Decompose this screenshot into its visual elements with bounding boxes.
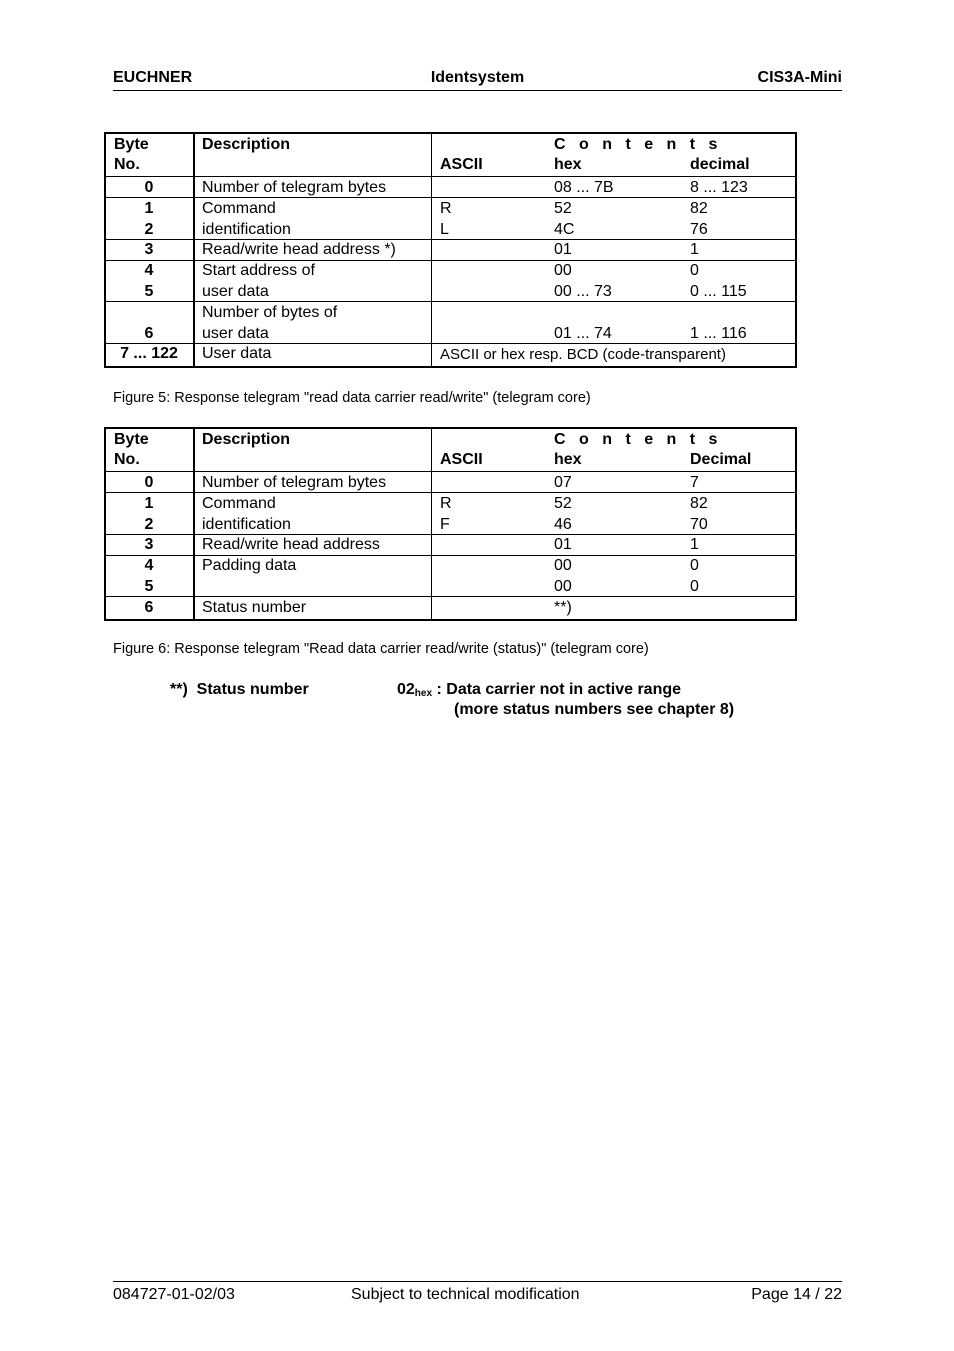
table-row [106,598,795,617]
cell-byte-no: 1 [144,494,154,512]
header-description: Description [202,431,291,448]
cell-byte-no: 6 [144,598,154,616]
header-hex: hex [554,451,582,468]
table-row [106,303,795,344]
status-code-sub: hex [414,688,433,699]
cell-description: Padding data [202,557,297,574]
cell-byte-no: 4 [144,262,154,279]
cell-byte-no: 1 [144,199,154,217]
table-header-row [106,429,795,472]
cell-byte-no: 5 [144,283,154,300]
table-read-status-response [104,427,797,621]
header-no: No. [114,156,140,173]
cell-hex: 07 [554,473,572,491]
status-description: : Data carrier not in active range [436,681,682,698]
header-no: No. [114,451,140,468]
cell-hex: 01 ... 74 [554,324,612,342]
footer-page-number: Page 14 / 22 [751,1286,842,1303]
cell-description: Command [202,494,276,512]
cell-hex: 08 ... 7B [554,178,614,196]
table-row [106,178,795,199]
cell-description: Status number [202,598,307,616]
cell-ascii: F [440,515,450,533]
cell-description: identification [202,220,291,238]
header-description: Description [202,136,291,153]
cell-hex: 00 [554,578,572,595]
table-row [106,261,795,302]
table-header-row [106,134,795,177]
header-byte: Byte [114,431,149,448]
cell-decimal: 82 [690,494,708,512]
cell-decimal: 0 ... 115 [690,283,747,300]
cell-hex: 01 [554,536,572,553]
header-decimal: Decimal [690,451,752,468]
header-byte: Byte [114,136,149,153]
table-read-data-response [104,132,797,368]
footer-doc-number: 084727-01-02/03 [113,1286,235,1303]
cell-hex: 52 [554,199,572,217]
cell-decimal: 70 [690,515,708,533]
page-footer [113,1281,842,1312]
footer-notice: Subject to technical modification [351,1286,580,1303]
cell-byte-no: 2 [144,220,154,238]
cell-decimal: 7 [690,473,699,491]
figure-6-caption: Figure 6: Response telegram "Read data carrier read/write (status)" (telegram core) [113,641,649,657]
cell-hex: 00 [554,262,572,279]
header-ascii: ASCII [440,451,483,468]
cell-decimal: 1 [690,536,699,553]
cell-hex: 52 [554,494,572,512]
cell-hex: **) [554,598,572,616]
cell-ascii: R [440,199,452,217]
header-title: Identsystem [430,69,525,86]
cell-description: Number of telegram bytes [202,178,387,196]
cell-description: user data [202,324,269,342]
cell-decimal: 0 [690,557,699,574]
cell-decimal: 0 [690,578,699,595]
header-contents: C o n t e n t s [554,136,722,153]
status-code: 02 [397,681,415,698]
table-row [106,535,795,556]
status-note-more: (more status numbers see chapter 8) [454,701,735,718]
page-header [113,68,842,91]
cell-contents-span: ASCII or hex resp. BCD (code-transparent) [440,346,726,363]
status-note-marker [170,680,309,700]
header-company: EUCHNER [113,69,193,86]
cell-description: Read/write head address *) [202,241,396,258]
table-row [106,240,795,261]
cell-byte-no: 7 ... 122 [120,345,178,362]
cell-description: Start address of [202,262,315,279]
cell-ascii: L [440,220,449,238]
table-row [106,556,795,597]
cell-hex: 46 [554,515,572,533]
figure-5-caption: Figure 5: Response telegram "read data carrier read/write" (telegram core) [113,390,591,406]
cell-description: Read/write head address [202,536,380,553]
cell-hex: 01 [554,241,572,258]
cell-decimal: 82 [690,199,708,217]
cell-description: Number of bytes of [202,303,338,321]
cell-byte-no: 3 [144,241,154,258]
table-row [106,199,795,240]
cell-description: identification [202,515,291,533]
status-note-asterisks: **) [170,681,188,698]
cell-byte-no: 4 [144,557,154,574]
cell-byte-no: 3 [144,536,154,553]
cell-byte-no: 0 [144,473,154,491]
cell-decimal: 8 ... 123 [690,178,748,196]
cell-description: User data [202,345,272,362]
cell-hex: 4C [554,220,575,238]
cell-byte-no: 6 [144,324,154,342]
header-ascii: ASCII [440,156,483,173]
cell-ascii: R [440,494,452,512]
cell-description: Number of telegram bytes [202,473,387,491]
cell-decimal: 76 [690,220,708,238]
cell-description: user data [202,283,269,300]
header-hex: hex [554,156,582,173]
cell-hex: 00 ... 73 [554,283,612,300]
cell-byte-no: 2 [144,515,154,533]
cell-decimal: 1 ... 116 [690,324,747,342]
cell-byte-no: 0 [144,178,154,196]
header-contents: C o n t e n t s [554,431,722,448]
header-decimal: decimal [690,156,750,173]
cell-byte-no: 5 [144,578,154,595]
cell-decimal: 0 [690,262,699,279]
cell-description: Command [202,199,276,217]
status-note-label: Status number [196,681,309,698]
table-row [106,473,795,494]
header-product: CIS3A-Mini [757,69,842,86]
table-row [106,494,795,535]
cell-hex: 00 [554,557,572,574]
cell-decimal: 1 [690,241,699,258]
table-row [106,344,795,363]
